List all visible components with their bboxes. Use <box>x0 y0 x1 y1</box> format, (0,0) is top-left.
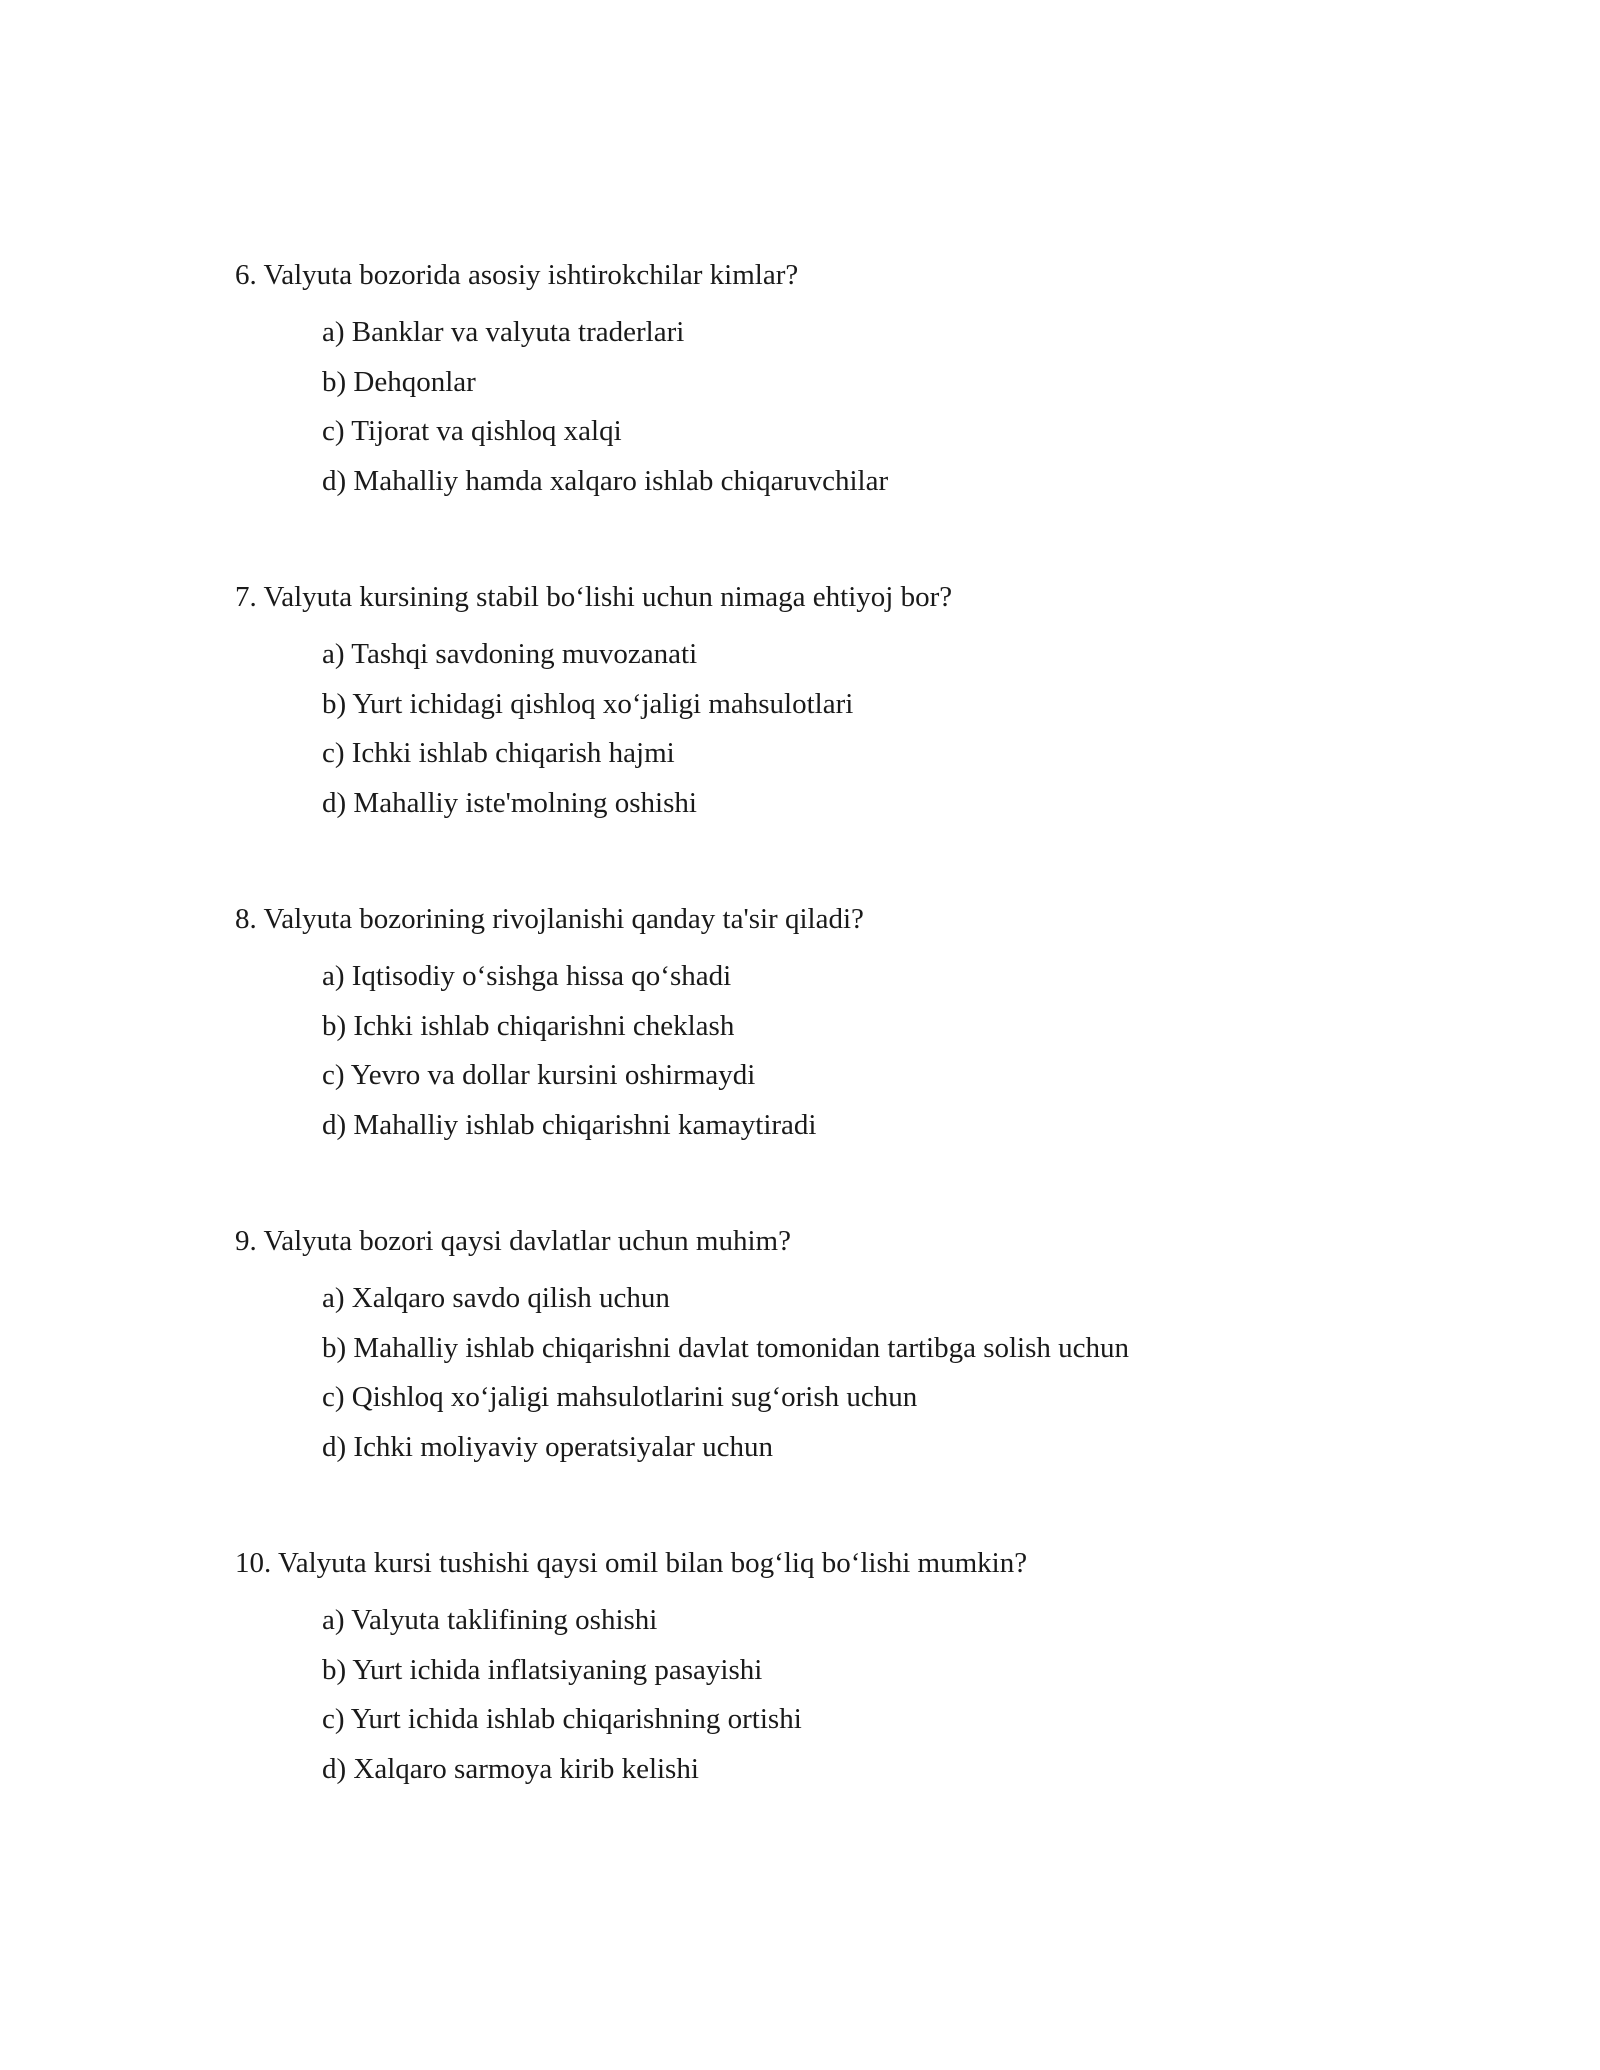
question-7 <box>235 579 1435 828</box>
option-a: a) Valyuta taklifining oshishi <box>322 1604 658 1636</box>
option-b: b) Yurt ichida inflatsiyaning pasayishi <box>322 1653 763 1686</box>
option-a: a) Tashqi savdoning muvozanati <box>322 638 698 670</box>
option-c: c) Ichki ishlab chiqarish hajmi <box>322 737 675 769</box>
question-text: 10. Valyuta kursi tushishi qaysi omil bilan bog‘liq bo‘lishi mumkin? <box>235 1547 1028 1579</box>
answer-options <box>235 1596 1435 1794</box>
option-b: b) Yurt ichidagi qishloq xo‘jaligi mahsulotlari <box>322 687 854 720</box>
question-text: 8. Valyuta bozorining rivojlanishi qanday ta'sir qiladi? <box>235 903 864 935</box>
question-text: 7. Valyuta kursining stabil bo‘lishi uchun nimaga ehtiyoj bor? <box>235 581 953 613</box>
option-b: b) Dehqonlar <box>322 365 476 398</box>
option-d: d) Mahalliy hamda xalqaro ishlab chiqaruvchilar <box>322 464 889 497</box>
option-a: a) Banklar va valyuta traderlari <box>322 316 685 348</box>
answer-options <box>235 630 1435 828</box>
option-c: c) Tijorat va qishloq xalqi <box>322 415 622 447</box>
question-8 <box>235 901 1435 1150</box>
answer-options <box>235 1274 1435 1472</box>
option-a: a) Xalqaro savdo qilish uchun <box>322 1282 670 1314</box>
answer-options <box>235 308 1435 506</box>
option-b: b) Mahalliy ishlab chiqarishni davlat tomonidan tartibga solish uchun <box>322 1331 1130 1364</box>
option-c: c) Yevro va dollar kursini oshirmaydi <box>322 1059 756 1091</box>
question-6 <box>235 257 1435 506</box>
question-text: 9. Valyuta bozori qaysi davlatlar uchun muhim? <box>235 1225 791 1257</box>
option-d: d) Xalqaro sarmoya kirib kelishi <box>322 1752 699 1785</box>
option-c: c) Qishloq xo‘jaligi mahsulotlarini sug‘orish uchun <box>322 1381 918 1413</box>
question-text: 6. Valyuta bozorida asosiy ishtirokchilar kimlar? <box>235 259 799 291</box>
option-a: a) Iqtisodiy o‘sishga hissa qo‘shadi <box>322 960 732 992</box>
answer-options <box>235 952 1435 1150</box>
question-9 <box>235 1223 1435 1472</box>
option-d: d) Mahalliy iste'molning oshishi <box>322 786 697 819</box>
question-10 <box>235 1545 1435 1794</box>
option-c: c) Yurt ichida ishlab chiqarishning ortishi <box>322 1703 802 1735</box>
option-d: d) Ichki moliyaviy operatsiyalar uchun <box>322 1430 773 1463</box>
option-d: d) Mahalliy ishlab chiqarishni kamaytiradi <box>322 1108 817 1141</box>
option-b: b) Ichki ishlab chiqarishni cheklash <box>322 1009 735 1042</box>
